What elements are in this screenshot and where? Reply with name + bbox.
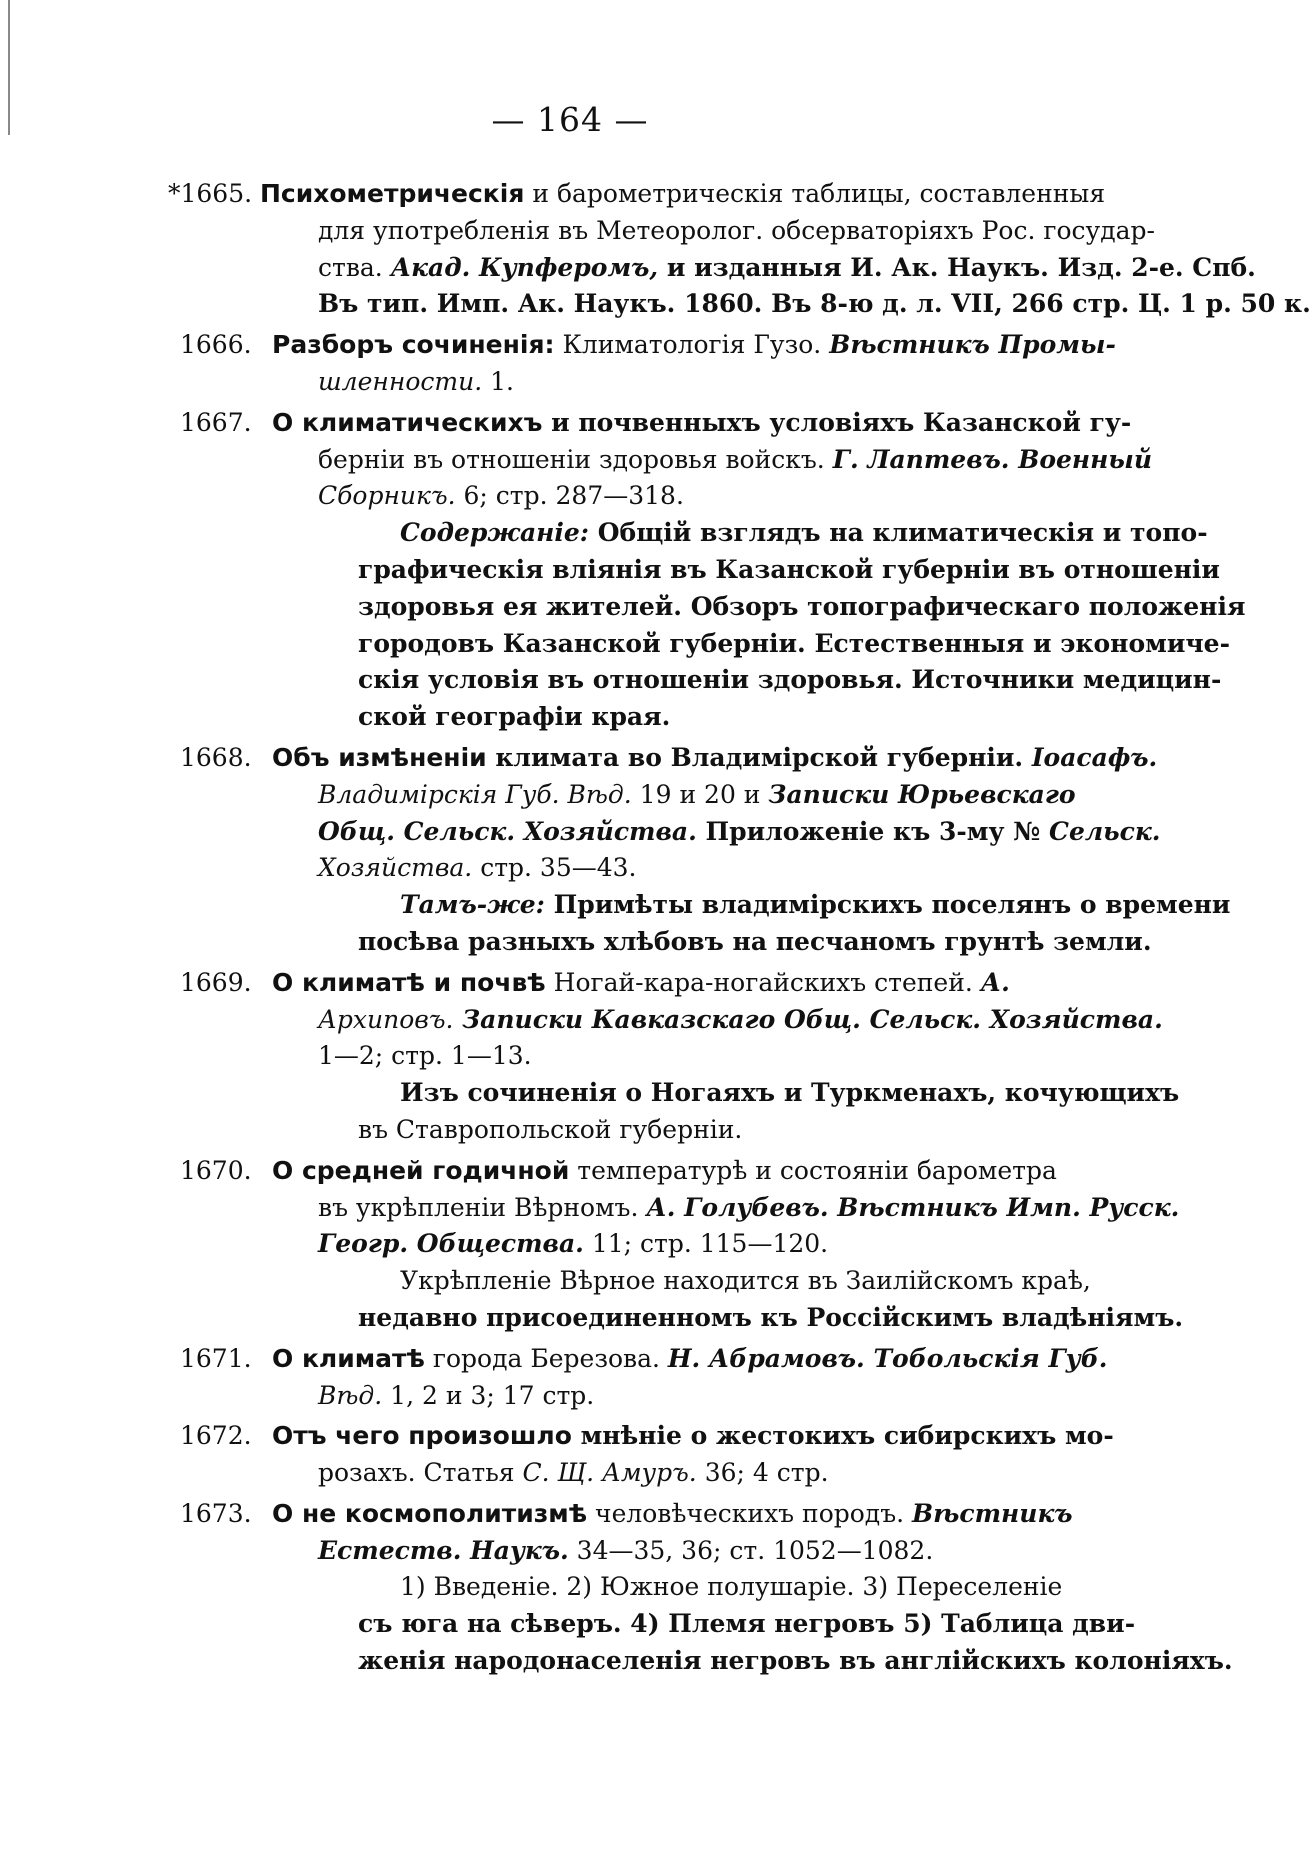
entry-text: Приложеніе къ 3-му № — [696, 816, 1050, 846]
entry-journal: Хозяйства. — [318, 853, 473, 883]
entry-author: Акад. Купферомъ, — [390, 252, 659, 282]
entry-journal: Владимірскія Губ. Вѣд. — [318, 779, 632, 809]
entry-title-lead: Отъ чего произошло — [272, 1421, 572, 1451]
entry-author: Н. Абрамовъ. Тобольскія Губ. — [667, 1343, 1108, 1373]
entry-number: 1672. — [180, 1421, 252, 1451]
entry-note-line: здоровья ея жителей. Обзоръ топографическаго положенія — [358, 591, 1246, 621]
entry-author: Архиповъ. — [318, 1004, 454, 1034]
entry-line — [180, 965, 1100, 1002]
entry-line — [180, 1226, 1100, 1263]
entry-text: Климатологія Гузо. — [554, 330, 830, 360]
entry-title-lead: О климатическихъ — [272, 407, 543, 437]
entry-title-lead: Разборъ сочиненія: — [272, 330, 555, 360]
entry-note-line: графическія вліянія въ Казанской губерніи въ отношеніи — [358, 554, 1220, 584]
entry-title-lead: О не космополитизмѣ — [272, 1498, 588, 1528]
entry-line — [168, 176, 1106, 213]
entry-number: 1671. — [180, 1343, 252, 1373]
entry-1665 — [168, 176, 1311, 323]
entry-journal: Общ. Сельск. Хозяйства. — [318, 816, 697, 846]
entry-1669 — [180, 965, 1180, 1149]
entry-line — [180, 814, 1161, 851]
entry-text: и изданныя И. Ак. Наукъ. Изд. 2-е. Спб. — [658, 252, 1256, 282]
entry-note-line: ской географіи края. — [358, 702, 671, 732]
entry-number: *1665. — [168, 179, 253, 208]
entry-note-line: въ Ставропольской губерніи. — [358, 1114, 743, 1144]
entry-note-line — [180, 515, 1208, 552]
entry-text: и барометрическія таблицы, составленныя — [524, 179, 1106, 208]
entry-title-lead: О климатѣ — [272, 1343, 425, 1373]
entry-text: 36; 4 стр. — [696, 1458, 829, 1488]
entry-number: 1668. — [180, 742, 252, 772]
entry-title-lead: Объ измѣненіи — [272, 742, 487, 772]
entry-note-line: Укрѣпленіе Вѣрное находится въ Заилійскомъ краѣ, — [400, 1266, 1091, 1296]
note-label: Содержаніе: — [400, 518, 590, 548]
page-number: — 164 — — [491, 100, 649, 139]
entry-1668 — [180, 740, 1231, 961]
entry-line — [180, 1455, 1100, 1492]
entry-text: стр. 35—43. — [472, 853, 637, 883]
entry-text: климата во Владимірской губерніи. — [486, 742, 1032, 772]
note-label: Тамъ-же: — [400, 890, 545, 920]
entry-title-lead: Психометрическія — [260, 179, 525, 208]
entry-text: 1. — [482, 366, 514, 396]
entry-line — [180, 1496, 1100, 1533]
entry-line — [180, 405, 1132, 442]
entry-number: 1667. — [180, 407, 252, 437]
entry-number: 1670. — [180, 1155, 252, 1185]
entry-text: и почвенныхъ условіяхъ Казанской гу- — [542, 407, 1132, 437]
entry-note-line: Изъ сочиненія о Ногаяхъ и Туркменахъ, кочующихъ — [400, 1078, 1180, 1108]
entry-note-line: съ юга на сѣверъ. 4) Племя негровъ 5) Таблица дви- — [358, 1609, 1136, 1639]
entry-1667 — [180, 405, 1246, 736]
entry-number: 1666. — [180, 330, 252, 360]
entry-journal: шленности. — [318, 366, 483, 396]
bibliography-entries — [168, 176, 1311, 1684]
entry-line — [180, 478, 1100, 515]
entry-note-line: скія условія въ отношеніи здоровья. Источники медицин- — [358, 665, 1222, 695]
entry-line — [180, 1002, 1163, 1039]
entry-text: розахъ. Статья — [318, 1458, 523, 1488]
entry-line — [180, 286, 1311, 323]
entry-imprint: Въ тип. Имп. Ак. Наукъ. 1860. Въ 8-ю д. л. VII, 266 стр. Ц. 1 р. 50 к. — [318, 289, 1311, 319]
note-text: Общій взглядъ на климатическія и топо- — [589, 518, 1208, 548]
entry-journal: Записки Кавказскаго Общ. Сельск. Хозяйства. — [453, 1004, 1163, 1034]
entry-line — [180, 442, 1152, 479]
entry-1672 — [180, 1418, 1114, 1492]
entry-note-line: городовъ Казанской губерніи. Естественныя и экономиче- — [358, 628, 1230, 658]
entry-line — [180, 250, 1256, 287]
entry-line — [180, 1153, 1100, 1190]
entry-note-line: недавно присоединенномъ къ Россійскимъ владѣніямъ. — [358, 1302, 1184, 1332]
entry-text: города Березова. — [424, 1343, 668, 1373]
entry-text: Ногай-кара-ногайскихъ степей. — [545, 967, 981, 997]
entry-number: 1669. — [180, 967, 252, 997]
entry-text: въ укрѣпленіи Вѣрномъ. — [318, 1192, 647, 1222]
entry-note-line: женія народонаселенія негровъ въ англійскихъ колоніяхъ. — [358, 1646, 1233, 1676]
entry-author: А. Голубевъ. Вѣстникъ Имп. Русск. — [646, 1192, 1180, 1222]
entry-line — [180, 850, 1100, 887]
entry-line — [180, 740, 1158, 777]
entry-text: ства. — [318, 252, 391, 282]
entry-title-lead: О средней годичной — [272, 1155, 570, 1185]
entry-1670 — [180, 1153, 1184, 1337]
entry-line — [180, 1533, 1100, 1570]
entry-author: А. — [980, 967, 1010, 997]
entry-note-line — [180, 887, 1231, 924]
entry-journal: Записки Юрьевскаго — [768, 779, 1076, 809]
entry-line — [180, 1418, 1114, 1455]
note-text: Примѣты владимірскихъ поселянъ о времени — [544, 890, 1231, 920]
entry-journal: Вѣстникъ — [912, 1498, 1073, 1528]
entry-line — [180, 1341, 1108, 1378]
entry-line — [180, 777, 1100, 814]
entry-1671 — [180, 1341, 1108, 1415]
entry-author: Г. Лаптевъ. Военный — [832, 444, 1152, 474]
entry-journal: Сельск. — [1049, 816, 1161, 846]
entry-note-line: 1) Введеніе. 2) Южное полушаріе. 3) Переселеніе — [400, 1572, 1063, 1602]
entry-line — [180, 1378, 1100, 1415]
entry-text: 19 и 20 и — [631, 779, 769, 809]
entry-text: 11; стр. 115—120. — [583, 1229, 829, 1259]
entry-note-line: посѣва разныхъ хлѣбовъ на песчаномъ грунтѣ земли. — [358, 926, 1152, 956]
entry-journal: Естеств. Наукъ. — [318, 1535, 569, 1565]
entry-1666 — [180, 327, 1116, 401]
entry-text: для употребленія въ Метеоролог. обсерваторіяхъ Рос. государ- — [318, 215, 1155, 245]
entry-text: человѣческихъ породъ. — [587, 1498, 912, 1528]
entry-journal: Вѣд. — [318, 1380, 383, 1410]
entry-journal: Геогр. Общества. — [318, 1229, 584, 1259]
entry-text: температурѣ и состояніи барометра — [569, 1155, 1057, 1185]
entry-line — [180, 327, 1116, 364]
entry-journal: Вѣстникъ Промы- — [829, 330, 1116, 360]
entry-journal: Сборникъ. — [318, 481, 456, 511]
entry-text: 34—35, 36; ст. 1052—1082. — [568, 1535, 934, 1565]
entry-1673 — [180, 1496, 1233, 1680]
entry-text: 1, 2 и 3; 17 стр. — [382, 1380, 595, 1410]
entry-title-lead: О климатѣ и почвѣ — [272, 967, 546, 997]
entry-line — [180, 1190, 1180, 1227]
entry-text: мнѣніе о жестокихъ сибирскихъ мо- — [571, 1421, 1114, 1451]
entry-line — [180, 213, 1155, 250]
entry-line: 1—2; стр. 1—13. — [318, 1041, 532, 1071]
entry-number: 1673. — [180, 1498, 252, 1528]
entry-text: берніи въ отношеніи здоровья войскъ. — [318, 444, 833, 474]
entry-line — [180, 364, 1100, 401]
entry-text: 6; стр. 287—318. — [455, 481, 684, 511]
entry-author: Іоасафъ. — [1031, 742, 1158, 772]
entry-author: С. Щ. Амуръ. — [522, 1458, 697, 1488]
